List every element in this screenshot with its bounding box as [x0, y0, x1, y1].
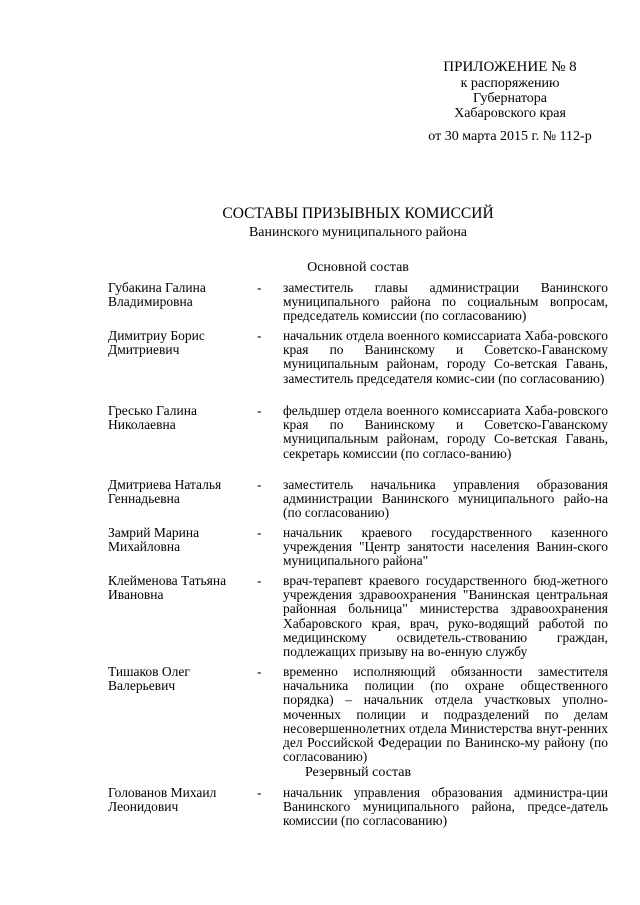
member-name: Голованов Михаил Леонидович	[108, 785, 217, 815]
member-description: начальник краевого государственного казенного учреждения "Центр занятости населения Ванин-ского муниципального района"	[283, 525, 608, 569]
member-row	[108, 665, 608, 764]
appendix-date: от 30 марта 2015 г. № 112-р	[428, 129, 592, 144]
document-subtitle: Ванинского муниципального района	[248, 225, 468, 240]
member-row	[108, 478, 608, 520]
member-description: врач-терапевт краевого государственного бюд-жетного учреждения здравоохранения "Ванинская центральная районная больница" министерства здравоохранения Хабаровского края, врач, руко-водящий работой по медицинскому освидетель-ствованию граждан, подлежащих призыву на во-енную службу	[283, 573, 608, 660]
member-description: заместитель главы администрации Ванинского муниципального района по социальным вопросам, председатель комиссии (по согласованию)	[283, 280, 608, 324]
document-title: СОСТАВЫ ПРИЗЫВНЫХ КОМИССИЙ	[222, 205, 494, 222]
appendix-line-1: к распоряжению	[460, 76, 560, 91]
member-name: Дмитриева Наталья Геннадьевна	[108, 477, 222, 507]
member-description: начальник отдела военного комиссариата Хаба-ровского края по Ванинскому и Советско-Гаванскому муниципальным районам, городу Со-ветская Гавань, заместитель председателя комис-сии (по согласованию)	[283, 328, 608, 386]
member-name: Димитриу Борис Дмитриевич	[108, 328, 205, 358]
member-dash: -	[257, 403, 262, 418]
member-dash: -	[257, 664, 262, 679]
appendix-line-3: Хабаровского края	[454, 106, 566, 121]
member-name: Губакина Галина Владимировна	[108, 280, 206, 310]
member-name: Тишаков Олег Валерьевич	[108, 664, 190, 694]
member-dash: -	[257, 525, 262, 540]
member-description: заместитель начальника управления образования администрации Ванинского муниципального райо-на (по согласованию)	[283, 477, 608, 521]
member-row	[108, 329, 608, 399]
main-section-heading: Основной состав	[307, 260, 409, 275]
reserve-section-heading: Резервный состав	[304, 765, 412, 780]
member-name: Гресько Галина Николаевна	[108, 403, 197, 433]
member-dash: -	[257, 573, 262, 588]
member-dash: -	[257, 280, 262, 295]
appendix-line-2: Губернатора	[472, 91, 548, 106]
member-name: Клейменова Татьяна Ивановна	[108, 573, 227, 603]
member-row	[108, 281, 608, 322]
member-description: временно исполняющий обязанности заместителя начальника полиции (по охране общественного порядка) – начальник отдела участковых уполно-моченных полиции и подразделений по делам несовершеннолетних отдела Министерства внут-ренних дел Российской Федерации по Ванинско-му району (по согласованию)	[283, 664, 608, 765]
member-row	[108, 404, 608, 474]
member-description: фельдшер отдела военного комиссариата Хаба-ровского края по Ванинскому и Советско-Гаванскому муниципальным районам, городу Со-ветская Гавань, секретарь комиссии (по согласо-ванию)	[283, 403, 608, 461]
main-members-list	[108, 281, 608, 764]
member-description: начальник управления образования администра-ции Ванинского муниципального района, предсе-датель комиссии (по согласованию)	[283, 785, 608, 829]
member-dash: -	[257, 785, 262, 800]
member-row	[108, 574, 608, 659]
reserve-members-list	[108, 786, 608, 828]
member-dash: -	[257, 328, 262, 343]
appendix-title: ПРИЛОЖЕНИЕ № 8	[443, 59, 577, 75]
member-dash: -	[257, 477, 262, 492]
member-row	[108, 526, 608, 568]
member-row	[108, 786, 608, 828]
appendix-header	[400, 60, 620, 144]
member-name: Замрий Марина Михайловна	[108, 525, 200, 555]
